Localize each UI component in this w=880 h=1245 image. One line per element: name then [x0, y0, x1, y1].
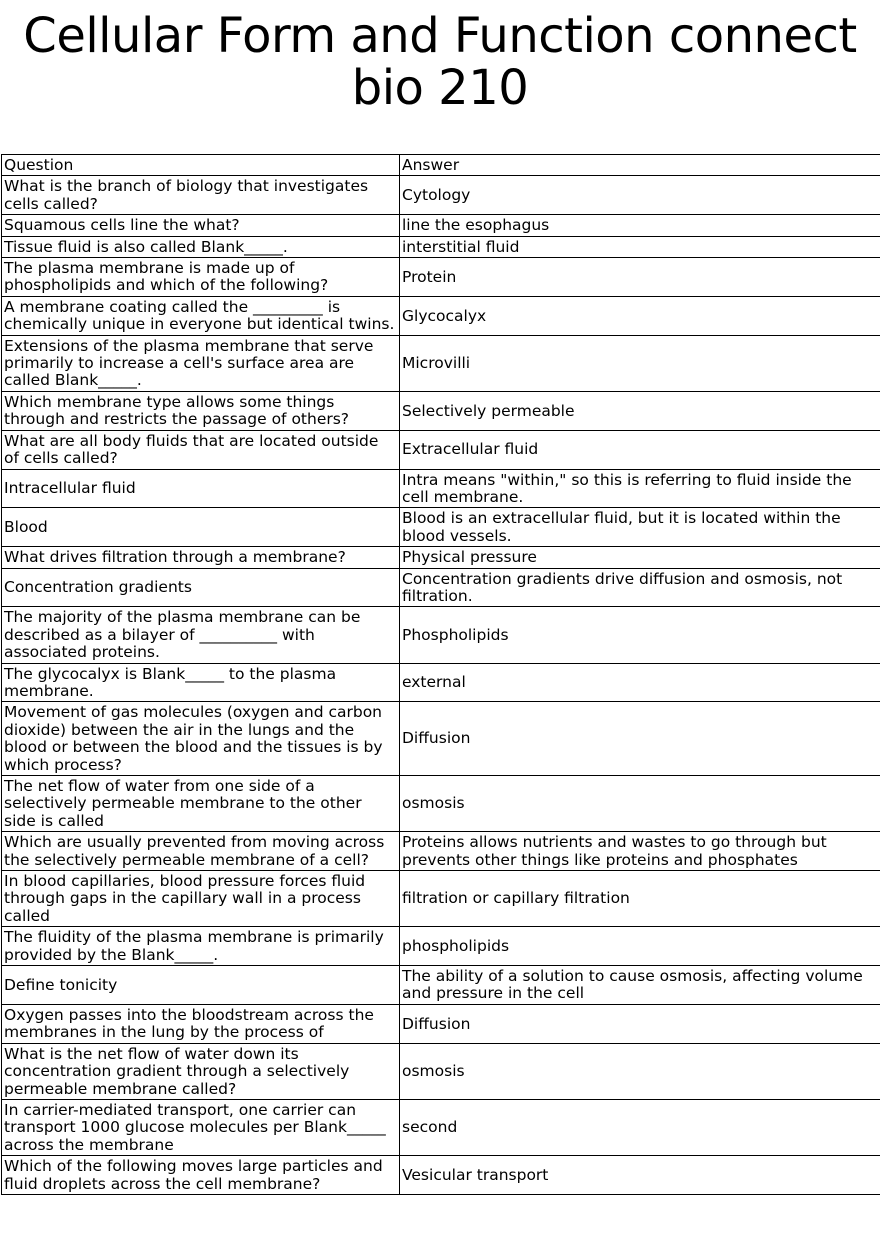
- question-cell: What is the branch of biology that investigates cells called?: [2, 176, 400, 215]
- question-cell: The net flow of water from one side of a selectively permeable membrane to the other side is called: [2, 776, 400, 832]
- answer-cell: osmosis: [400, 1043, 880, 1099]
- question-cell: What drives filtration through a membrane?: [2, 547, 400, 568]
- answer-cell: Glycocalyx: [400, 296, 880, 335]
- answer-cell: Vesicular transport: [400, 1156, 880, 1195]
- answer-cell: Microvilli: [400, 335, 880, 391]
- table-row: [2, 966, 880, 1005]
- question-cell: A membrane coating called the _________ is chemically unique in everyone but identical twins.: [2, 296, 400, 335]
- answer-cell: Proteins allows nutrients and wastes to go through but prevents other things like proteins and phosphates: [400, 832, 880, 871]
- table-row: [2, 258, 880, 297]
- question-cell: Define tonicity: [2, 966, 400, 1005]
- question-cell: The glycocalyx is Blank_____ to the plasma membrane.: [2, 663, 400, 702]
- question-cell: Intracellular fluid: [2, 469, 400, 508]
- question-cell: Which are usually prevented from moving across the selectively permeable membrane of a cell?: [2, 832, 400, 871]
- table-row: [2, 871, 880, 927]
- table-row: [2, 508, 880, 547]
- table-row: [2, 927, 880, 966]
- table-row: [2, 547, 880, 568]
- question-cell: Extensions of the plasma membrane that serve primarily to increase a cell's surface area are called Blank_____.: [2, 335, 400, 391]
- answer-cell: external: [400, 663, 880, 702]
- table-row: [2, 1004, 880, 1043]
- question-cell: In blood capillaries, blood pressure forces fluid through gaps in the capillary wall in a process called: [2, 871, 400, 927]
- question-cell: Which membrane type allows some things through and restricts the passage of others?: [2, 391, 400, 430]
- answer-cell: osmosis: [400, 776, 880, 832]
- question-cell: Blood: [2, 508, 400, 547]
- answer-cell: interstitial fluid: [400, 236, 880, 257]
- answer-cell: phospholipids: [400, 927, 880, 966]
- question-cell: The fluidity of the plasma membrane is primarily provided by the Blank_____.: [2, 927, 400, 966]
- answer-cell: Physical pressure: [400, 547, 880, 568]
- table-row: [2, 568, 880, 607]
- table-row: [2, 391, 880, 430]
- qa-table: [1, 154, 880, 1195]
- answer-cell: filtration or capillary filtration: [400, 871, 880, 927]
- question-cell: What is the net flow of water down its concentration gradient through a selectively permeable membrane called?: [2, 1043, 400, 1099]
- answer-cell: Intra means "within," so this is referring to fluid inside the cell membrane.: [400, 469, 880, 508]
- question-cell: Which of the following moves large particles and fluid droplets across the cell membrane?: [2, 1156, 400, 1195]
- table-row: [2, 236, 880, 257]
- answer-cell: Diffusion: [400, 702, 880, 776]
- answer-cell: Extracellular fluid: [400, 430, 880, 469]
- answer-cell: Phospholipids: [400, 607, 880, 663]
- table-row: [2, 832, 880, 871]
- question-cell: The majority of the plasma membrane can be described as a bilayer of __________ with associated proteins.: [2, 607, 400, 663]
- answer-cell: Selectively permeable: [400, 391, 880, 430]
- title-line-2: bio 210: [351, 60, 529, 116]
- title-line-1: Cellular Form and Function connect: [23, 8, 857, 64]
- table-body: [2, 176, 880, 1195]
- table-header-row: [2, 155, 880, 176]
- question-cell: The plasma membrane is made up of phospholipids and which of the following?: [2, 258, 400, 297]
- question-cell: Oxygen passes into the bloodstream across the membranes in the lung by the process of: [2, 1004, 400, 1043]
- table-row: [2, 702, 880, 776]
- question-cell: Tissue fluid is also called Blank_____.: [2, 236, 400, 257]
- answer-cell: Protein: [400, 258, 880, 297]
- table-row: [2, 776, 880, 832]
- question-cell: Concentration gradients: [2, 568, 400, 607]
- question-column-header: Question: [2, 155, 400, 176]
- answer-cell: line the esophagus: [400, 215, 880, 236]
- table-row: [2, 215, 880, 236]
- table-row: [2, 296, 880, 335]
- table-row: [2, 430, 880, 469]
- question-cell: In carrier-mediated transport, one carrier can transport 1000 glucose molecules per Blank_____ across the membrane: [2, 1099, 400, 1155]
- answer-cell: The ability of a solution to cause osmosis, affecting volume and pressure in the cell: [400, 966, 880, 1005]
- table-row: [2, 1156, 880, 1195]
- answer-cell: Blood is an extracellular fluid, but it is located within the blood vessels.: [400, 508, 880, 547]
- table-row: [2, 335, 880, 391]
- question-cell: Movement of gas molecules (oxygen and carbon dioxide) between the air in the lungs and the blood or between the blood and the tissues is by which process?: [2, 702, 400, 776]
- answer-cell: Concentration gradients drive diffusion and osmosis, not filtration.: [400, 568, 880, 607]
- table-row: [2, 1099, 880, 1155]
- answer-column-header: Answer: [400, 155, 880, 176]
- question-cell: Squamous cells line the what?: [2, 215, 400, 236]
- answer-cell: second: [400, 1099, 880, 1155]
- answer-cell: Diffusion: [400, 1004, 880, 1043]
- question-cell: What are all body fluids that are located outside of cells called?: [2, 430, 400, 469]
- table-row: [2, 663, 880, 702]
- answer-cell: Cytology: [400, 176, 880, 215]
- table-row: [2, 469, 880, 508]
- table-row: [2, 1043, 880, 1099]
- page-title: [0, 0, 880, 130]
- table-row: [2, 607, 880, 663]
- table-row: [2, 176, 880, 215]
